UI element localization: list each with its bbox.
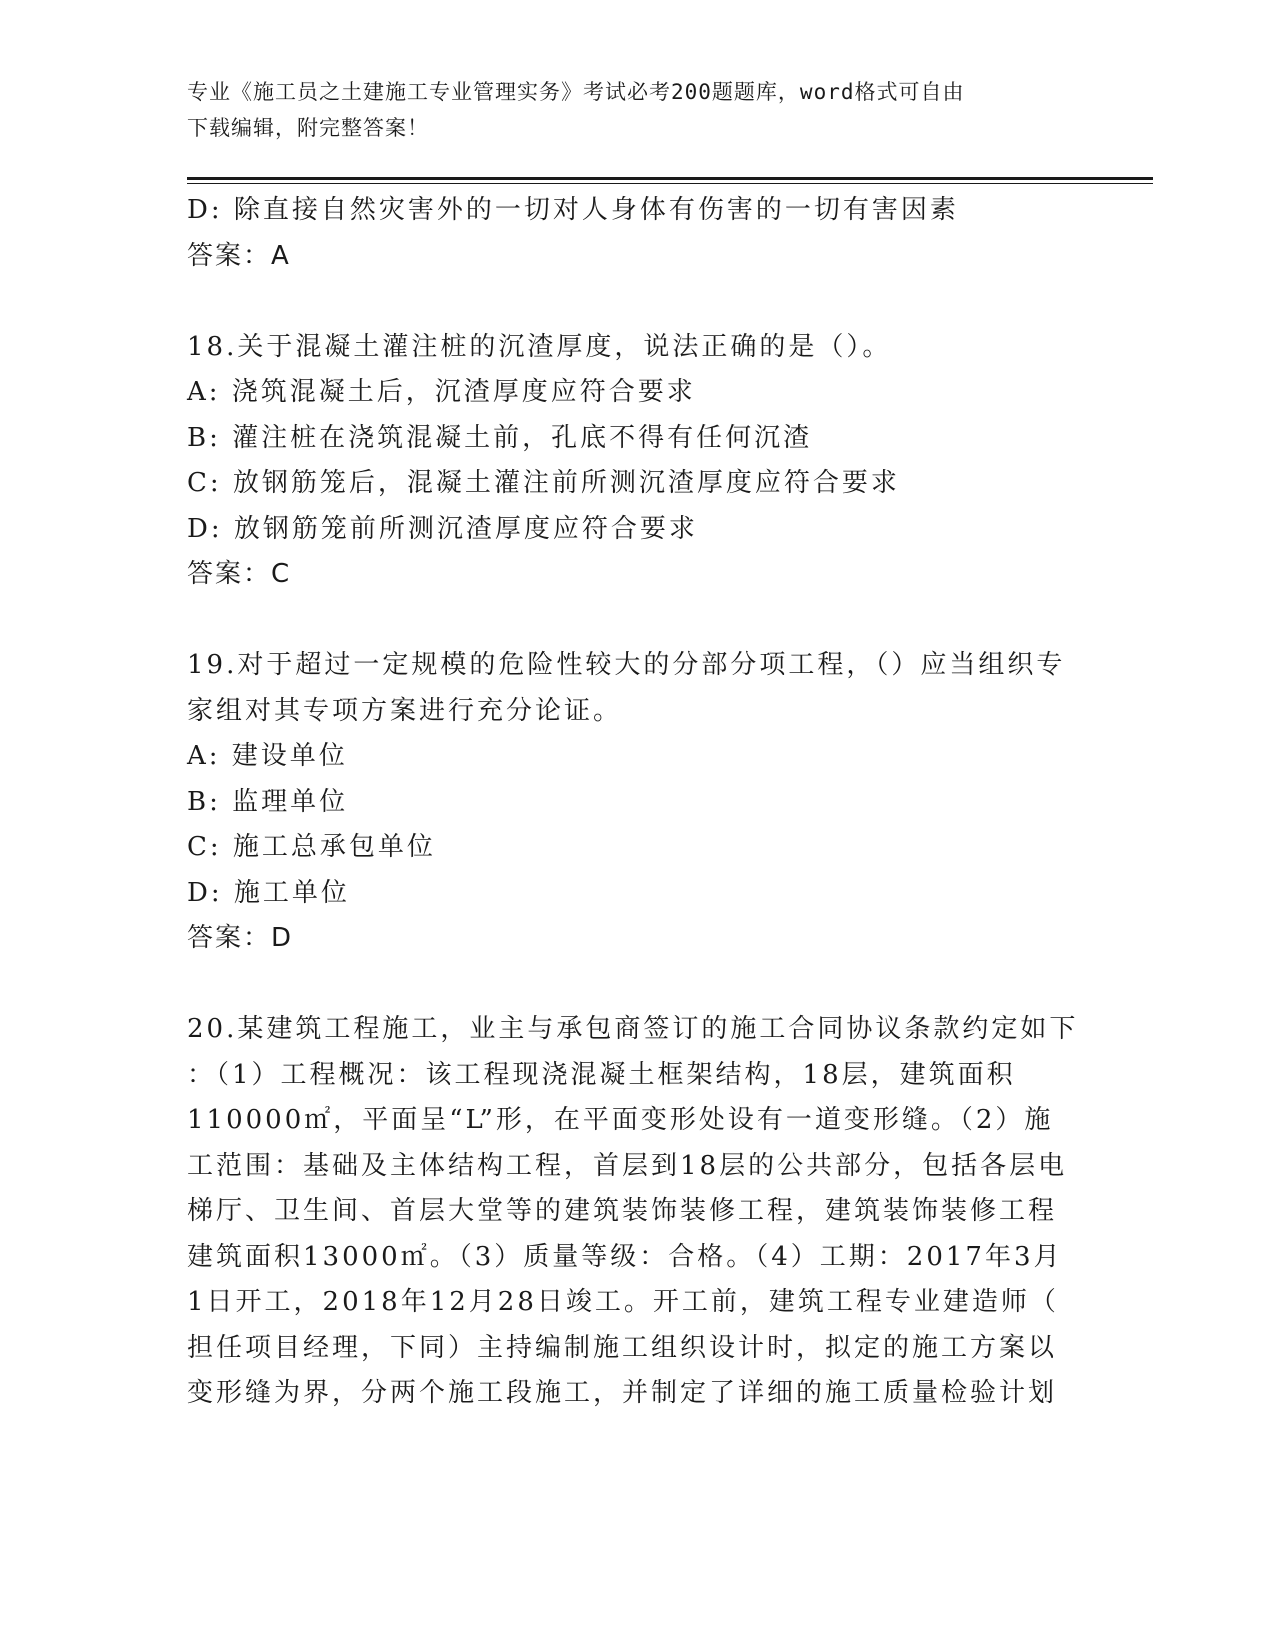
header-divider-thin	[187, 183, 1153, 184]
header-line-2: 下载编辑，附完整答案！	[187, 116, 429, 140]
q18-option-c: C: 放钢筋笼后，混凝土灌注前所测沉渣厚度应符合要求	[187, 468, 900, 498]
q19-option-b: B: 监理单位	[187, 786, 349, 817]
question-18	[187, 325, 1087, 598]
q20-stem-line: 变形缝为界，分两个施工段施工，并制定了详细的施工质量检验计划	[187, 1378, 1058, 1408]
q20-stem-line: ：（1）工程概况：该工程现浇混凝土框架结构，18层，建筑面积	[187, 1059, 1016, 1090]
q20-stem-line: 担任项目经理，下同）主持编制施工组织设计时，拟定的施工方案以	[187, 1332, 1058, 1363]
question-19	[187, 643, 1087, 962]
q19-stem-line: 家组对其专项方案进行充分论证。	[187, 695, 623, 726]
q17-option-d: D: 除直接自然灾害外的一切对人身体有伤害的一切有害因素	[187, 195, 959, 225]
question-17-tail	[187, 188, 1087, 279]
q18-option-d: D: 放钢筋笼前所测沉渣厚度应符合要求	[187, 513, 698, 544]
q17-answer: 答案：A	[187, 240, 291, 271]
q20-stem-line: 1日开工，2018年12月28日竣工。开工前，建筑工程专业建造师（	[187, 1287, 1059, 1317]
q19-option-c: C: 施工总承包单位	[187, 832, 436, 862]
q20-stem-line: 工范围：基础及主体结构工程，首层到18层的公共部分，包括各层电	[187, 1150, 1068, 1181]
q18-answer: 答案：C	[187, 559, 292, 589]
header-line-1: 专业《施工员之土建施工专业管理实务》考试必考200题题库，word格式可自由	[187, 80, 965, 104]
spacer	[187, 962, 1087, 1008]
q20-stem-line: 110000㎡，平面呈“L”形，在平面变形处设有一道变形缝。（2）施	[187, 1105, 1054, 1135]
document-header	[187, 74, 1087, 146]
q19-option-a: A: 建设单位	[187, 741, 348, 771]
q20-stem-line: 梯厅、卫生间、首层大堂等的建筑装饰装修工程，建筑装饰装修工程	[187, 1196, 1058, 1226]
spacer	[187, 598, 1087, 644]
q18-option-a: A: 浇筑混凝土后，沉渣厚度应符合要求	[187, 377, 696, 407]
q18-stem: 18.关于混凝土灌注桩的沉渣厚度，说法正确的是（）。	[187, 331, 892, 362]
spacer	[187, 279, 1087, 325]
header-divider-thick	[187, 177, 1153, 180]
question-20	[187, 1007, 1087, 1417]
q20-stem-line: 20.某建筑工程施工，业主与承包商签订的施工合同协议条款约定如下	[187, 1014, 1079, 1044]
q20-stem-line: 建筑面积13000㎡。（3）质量等级：合格。（4）工期：2017年3月	[187, 1241, 1063, 1272]
q19-option-d: D: 施工单位	[187, 877, 350, 908]
q19-stem-line: 19.对于超过一定规模的危险性较大的分部分项工程，（）应当组织专	[187, 650, 1066, 680]
document-body	[187, 188, 1087, 1417]
q19-answer: 答案：D	[187, 923, 294, 953]
q18-option-b: B: 灌注桩在浇筑混凝土前，孔底不得有任何沉渣	[187, 422, 813, 453]
